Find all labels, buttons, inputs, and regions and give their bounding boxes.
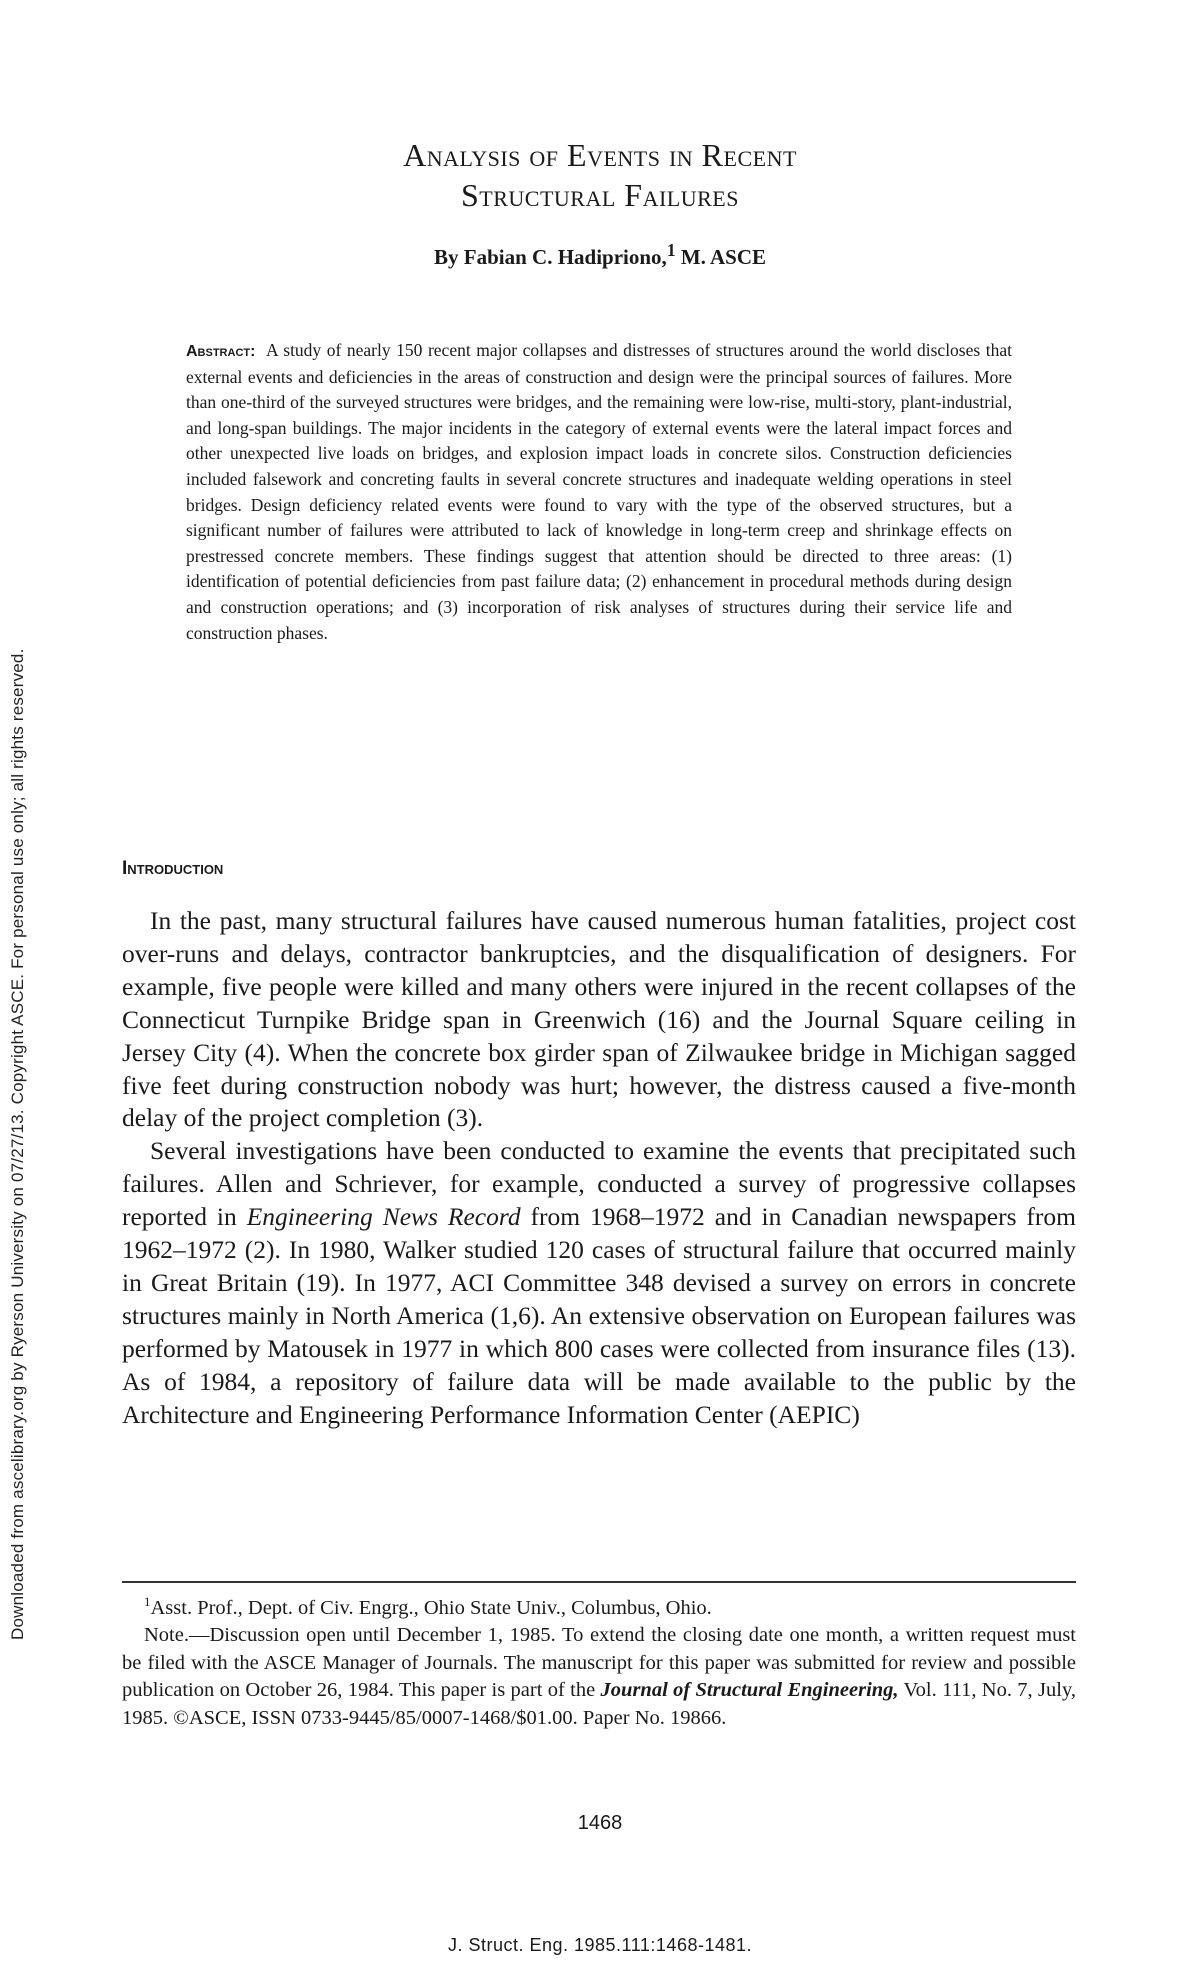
paragraph-2-text-start: Several investigations have been conducted to examine the events that precipitated such failures. Allen and Schriever, for example, conducted a survey of progressive collapses reported in — [122, 1136, 1076, 1232]
page-number: 1468 — [577, 1812, 623, 1834]
discussion-note-text-start: Note.—Discussion open until December 1, 1985. To extend the closing date one month, a written request must be filed with the ASCE Manager of Journals. The manuscript for this paper was submitted for review and possible publication on October 26, 1984. This paper is part of the — [122, 1624, 1076, 1702]
author-membership: M. ASCE — [675, 245, 766, 269]
discussion-note — [122, 1622, 1076, 1732]
abstract-label: Abstract: — [186, 343, 256, 360]
affiliation-footnote-mark: 1 — [144, 1594, 151, 1609]
paragraph-2-text-end: from 1968–1972 and in Canadian newspapers from 1962–1972 (2). In 1980, Walker studied 120 cases of structural failure that occurred mainly in Great Britain (19). In 1977, ACI Committee 348 devised a survey on errors in concrete structures mainly in North America (1,6). An extensive observation on European failures was performed by Matousek in 1977 in which 800 cases were collected from insurance files (13). As of 1984, a repository of failure data will be made available to the public by the Architecture and Engineering Performance Information Center (AEPIC) — [122, 1202, 1077, 1429]
abstract — [186, 338, 1012, 646]
introduction-body — [122, 905, 1076, 1432]
introduction-paragraph-2 — [122, 1135, 1076, 1431]
abstract-text: A study of nearly 150 recent major collapses and distresses of structures around the world discloses that external events and deficiencies in the areas of construction and design were the principal sources of failures. More than one-third of the surveyed structures were bridges, and the remaining were low-rise, multi-story, plant-industrial, and long-span buildings. The major incidents in the category of external events were the lateral impact forces and other unexpected live loads on bridges, and explosion impact loads in concrete silos. Construction deficiencies included falsework and concreting faults in several concrete structures and inadequate welding operations in steel bridges. Design deficiency related events were found to vary with the type of the observed structures, but a significant number of failures were attributed to lack of knowledge in long-term creep and shrinkage effects on prestressed concrete members. These findings suggest that attention should be directed to three areas: (1) identification of potential deficiencies from past failure data; (2) enhancement in procedural methods during design and construction operations; and (3) incorporation of risk analyses of structures during their service life and construction phases. — [186, 340, 1012, 643]
footnote-divider — [122, 1581, 1076, 1583]
author-footnote-mark: 1 — [666, 240, 676, 260]
affiliation-footnote — [122, 1588, 1076, 1622]
author-name: By Fabian C. Hadipriono, — [434, 245, 667, 269]
section-heading-introduction: Introduction — [122, 858, 224, 879]
paper-title — [200, 135, 1000, 215]
title-line-1: Analysis of Events in Recent — [403, 137, 797, 173]
journal-citation-italic: Engineering News Record — [246, 1202, 521, 1232]
journal-name: Journal of Structural Engineering, — [600, 1679, 899, 1702]
citation-footer: J. Struct. Eng. 1985.111:1468-1481. — [447, 1935, 753, 1955]
footnotes — [122, 1588, 1076, 1732]
discussion-note-text-end: Vol. 111, No. 7, July, 1985. ©ASCE, ISSN 0733-9445/85/0007-1468/$01.00. Paper No. 19866. — [122, 1679, 1076, 1729]
author-byline — [200, 240, 1000, 270]
title-line-2: Structural Failures — [461, 177, 739, 213]
introduction-paragraph-1: In the past, many structural failures have caused numerous human fatalities, project cost over-runs and delays, contractor bankruptcies, and the disqualification of designers. For example, five people were killed and many others were injured in the recent collapses of the Connecticut Turnpike Bridge span in Greenwich (16) and the Journal Square ceiling in Jersey City (4). When the concrete box girder span of Zilwaukee bridge in Michigan sagged five feet during construction nobody was hurt; however, the distress caused a five-month delay of the project completion (3). — [122, 906, 1076, 1133]
download-notice: Downloaded from ascelibrary.org by Ryerson University on 07/27/13. Copyright ASCE. For personal use only; all rights reserved. — [8, 648, 27, 1640]
affiliation-text: Asst. Prof., Dept. of Civ. Engrg., Ohio State Univ., Columbus, Ohio. — [150, 1596, 712, 1619]
